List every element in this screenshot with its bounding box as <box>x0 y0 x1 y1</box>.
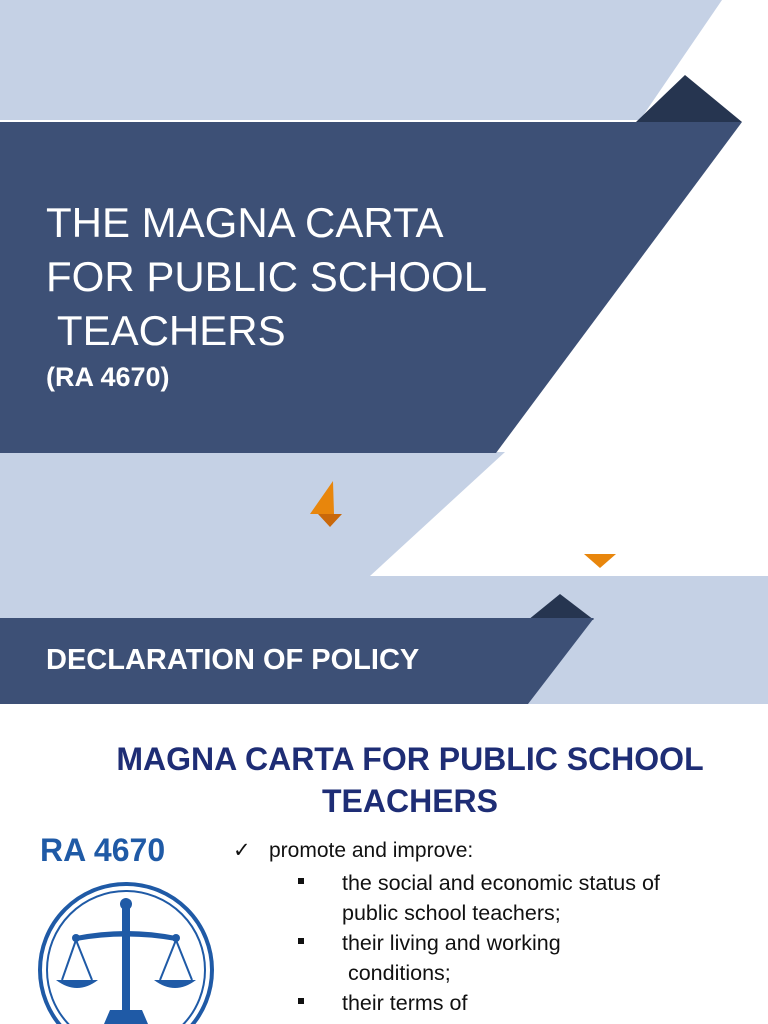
title-line-2: FOR PUBLIC SCHOOL <box>46 253 488 300</box>
title-line-3: TEACHERS <box>46 307 286 354</box>
bullet-item <box>296 988 660 1018</box>
policy-bullet-list <box>296 868 660 1018</box>
policy-slide <box>0 576 768 1024</box>
bullet-line: their terms of <box>342 991 468 1015</box>
bullet-line: their living and working <box>342 931 561 955</box>
bullet-item <box>296 928 660 988</box>
presentation-subtitle: (RA 4670) <box>46 362 170 392</box>
heading-line-2: TEACHERS <box>321 783 498 819</box>
bullet-line: public school teachers; <box>342 901 561 925</box>
check-item-text: promote and improve: <box>269 839 474 862</box>
heading-line-1: MAGNA CARTA FOR PUBLIC SCHOOL <box>116 741 704 777</box>
policy-content <box>0 704 768 1024</box>
bullet-line: conditions; <box>342 961 451 985</box>
check-list-item <box>233 838 473 863</box>
section-banner: DECLARATION OF POLICY <box>46 644 420 676</box>
content-heading <box>20 738 768 822</box>
bullet-line: the social and economic status of <box>342 871 660 895</box>
bullet-item <box>296 868 660 928</box>
title-line-1: THE MAGNA CARTA <box>46 199 444 246</box>
scales-of-justice-icon <box>36 874 216 1024</box>
presentation-title <box>46 196 487 358</box>
ra-label: RA 4670 <box>40 832 166 868</box>
check-icon: ✓ <box>233 839 251 862</box>
